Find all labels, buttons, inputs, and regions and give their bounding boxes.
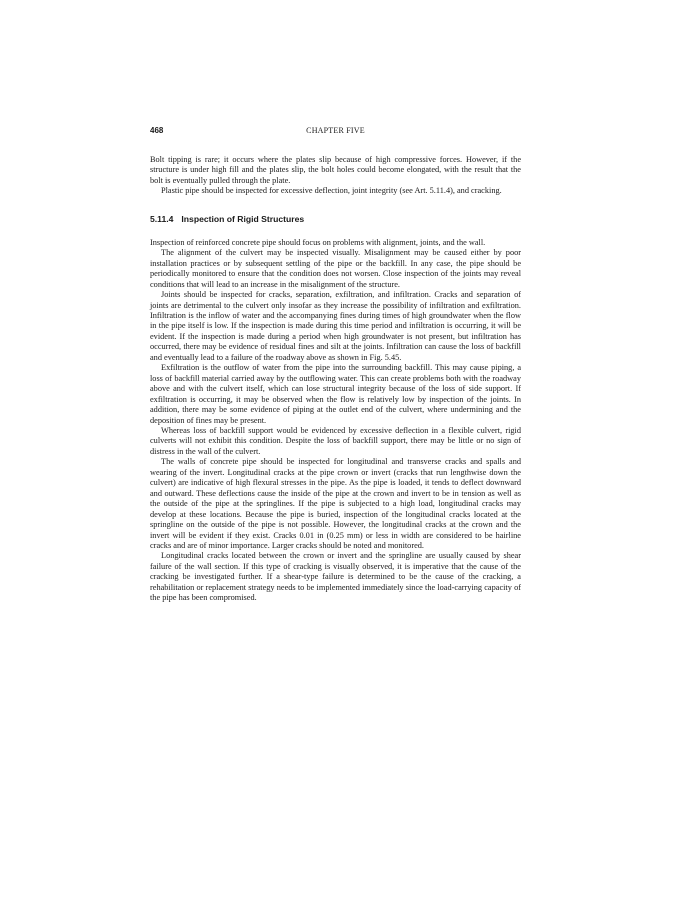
- paragraph: Inspection of reinforced concrete pipe should focus on problems with alignment, joints, and the wall.: [150, 237, 486, 247]
- paragraph: Bolt tipping is rare; it occurs where the plates slip because of high compressive forces. However, if the structure is under high fill and the plates slip, the bolt holes could become elongated, with the result that the bolt is eventually pulled through the plate.: [150, 155, 521, 185]
- page-body: [150, 155, 521, 604]
- book-page: [150, 124, 521, 604]
- paragraph: Joints should be inspected for cracks, separation, exfiltration, and infiltration. Cracks and separation of joints are detrimental to the culvert only insofar as they increase the possibility of infiltration and exfiltration. Infiltration is the inflow of water and the accompanying fines during times of high groundwater when the flow in the pipe itself is low. If the inspection is made during this time period and infiltration is occurring, it will be evident. If the inspection is made during a period when high groundwater is not present, but infiltration has occurred, there may be evidence of residual fines and silt at the joints. Infiltration can cause the loss of backfill and eventually lead to a failure of the roadway above as shown in Fig. 5.45.: [150, 290, 521, 362]
- page-number: 468: [150, 126, 164, 135]
- paragraph: The alignment of the culvert may be inspected visually. Misalignment may be caused either by poor installation practices or by subsequent settling of the pipe or the backfill. In any case, the pipe should be periodically monitored to ensure that the condition does not worsen. Close inspection of the joints may reveal conditions that will lead to an increase in the misalignment of the structure.: [150, 248, 521, 289]
- paragraph: Plastic pipe should be inspected for excessive deflection, joint integrity (see Art. 5.11.4), and cracking.: [161, 186, 502, 196]
- paragraph: Exfiltration is the outflow of water from the pipe into the surrounding backfill. This may cause piping, a loss of backfill material carried away by the outflowing water. This can create problems both with the roadway above and with the culvert itself, which can lose structural integrity because of the loss of side support. If exfiltration is occurring, it may be observed when the flow is relatively low by inspection of the joints. In addition, there may be some evidence of piping at the outlet end of the culvert, where undermining and the deposition of fines may be present.: [150, 363, 521, 425]
- paragraph: The walls of concrete pipe should be inspected for longitudinal and transverse cracks and spalls and wearing of the invert. Longitudinal cracks at the pipe crown or invert (cracks that run lengthwise down the culvert) are indicative of high flexural stresses in the pipe. As the pipe is loaded, it tends to deflect downward and outward. These deflections cause the inside of the pipe at the crown and invert to be in tension as well as the outside of the pipe at the springlines. If the pipe is subjected to a high load, longitudinal cracks may develop at these locations. Because the pipe is buried, inspection of the longitudinal cracks located at the springline on the outside of the pipe is not possible. However, the longitudinal cracks at the crown and the invert will be evident if they exist. Cracks 0.01 in (0.25 mm) or less in width are considered to be hairline cracks and are of minor importance. Larger cracks should be noted and monitored.: [150, 457, 521, 550]
- paragraph: Whereas loss of backfill support would be evidenced by excessive deflection in a flexible culvert, rigid culverts will not exhibit this condition. Despite the loss of backfill support, there may be little or no sign of distress in the wall of the culvert.: [150, 425, 521, 456]
- section-heading: [150, 214, 521, 225]
- section-title: Inspection of Rigid Structures: [181, 213, 305, 224]
- running-header: [150, 124, 521, 138]
- paragraph: Longitudinal cracks located between the crown or invert and the springline are usually caused by shear failure of the wall section. If this type of cracking is visually observed, it is imperative that the cause of the cracking be investigated further. If a shear-type failure is determined to be the cause of the cracking, a rehabilitation or replacement strategy needs to be implemented immediately since the load-carrying capacity of the pipe has been compromised.: [150, 551, 521, 603]
- chapter-title: CHAPTER FIVE: [306, 126, 365, 135]
- section-number: 5.11.4: [150, 213, 174, 224]
